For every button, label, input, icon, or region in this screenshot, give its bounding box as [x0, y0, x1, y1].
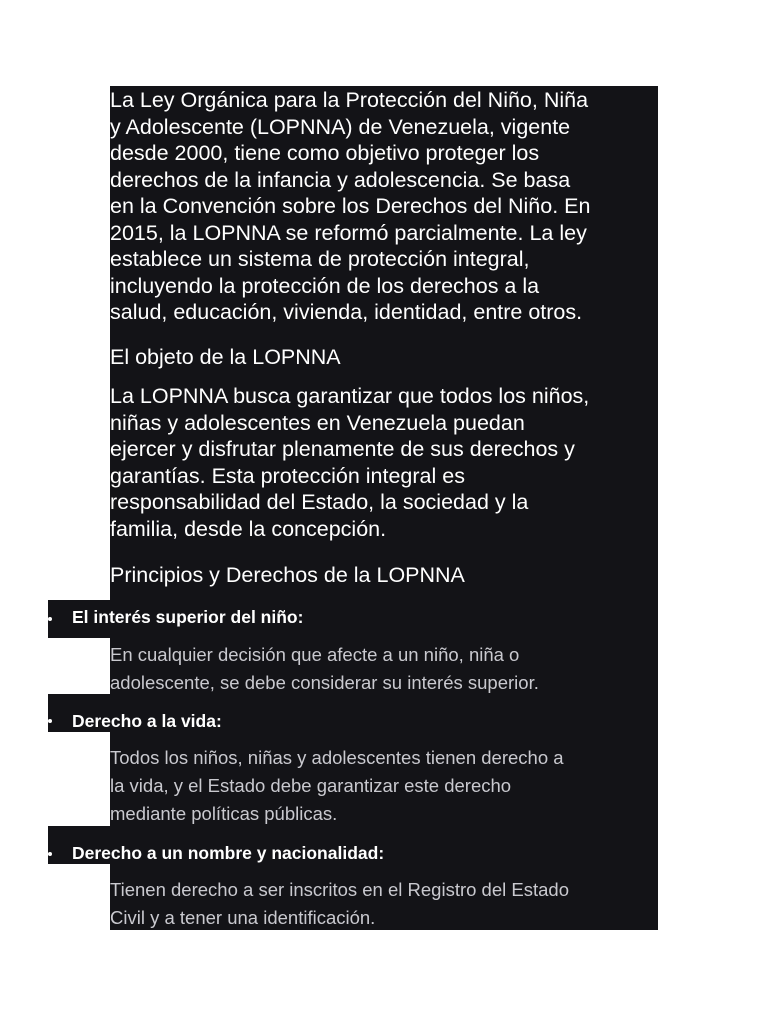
principio-description-text: Tienen derecho a ser inscritos en el Registro del Estado Civil y a tener una identificación. [110, 879, 569, 928]
list-item-title [48, 600, 658, 638]
list-item-title [48, 826, 658, 864]
principios-heading-block [110, 548, 658, 600]
principio-description-text: En cualquier decisión que afecte a un niño, niña o adolescente, se debe considerar su interés superior. [110, 644, 539, 693]
principio-description-text: Todos los niños, niñas y adolescentes tienen derecho a la vida, y el Estado debe garantizar este derecho mediante políticas públicas. [110, 747, 564, 824]
objeto-heading-block [110, 330, 658, 382]
bullet-icon [48, 719, 52, 723]
bullet-icon [48, 852, 52, 856]
principios-heading: Principios y Derechos de la LOPNNA [110, 563, 465, 587]
principio-title: Derecho a un nombre y nacionalidad: [72, 843, 385, 863]
principio-title: Derecho a la vida: [72, 711, 222, 731]
intro-paragraph: La Ley Orgánica para la Protección del Niño, Niña y Adolescente (LOPNNA) de Venezuela, vigente desde 2000, tiene como objetivo proteger los derechos de la infancia y adolescencia. Se basa en la Convención sobre los Derechos del Niño. En 2015, la LOPNNA se reformó parcialmente. La ley establece un sistema de protección integral, incluyendo la protección de los derechos a la salud, educación, vivienda, identidad, entre otros. [110, 88, 591, 324]
bullet-icon [48, 617, 52, 621]
principio-description [110, 732, 658, 826]
principio-description [110, 638, 658, 694]
principio-title: El interés superior del niño: [72, 607, 304, 627]
objeto-paragraph: La LOPNNA busca garantizar que todos los niños, niñas y adolescentes en Venezuela puedan ejercer y disfrutar plenamente de sus derechos y garantías. Esta protección integral es responsabilidad del Estado, la sociedad y la familia, desde la concepción. [110, 384, 590, 541]
list-item-title [48, 694, 658, 732]
principio-description [110, 864, 658, 930]
intro-block [110, 86, 658, 330]
objeto-heading: El objeto de la LOPNNA [110, 345, 341, 369]
objeto-block [110, 382, 658, 548]
